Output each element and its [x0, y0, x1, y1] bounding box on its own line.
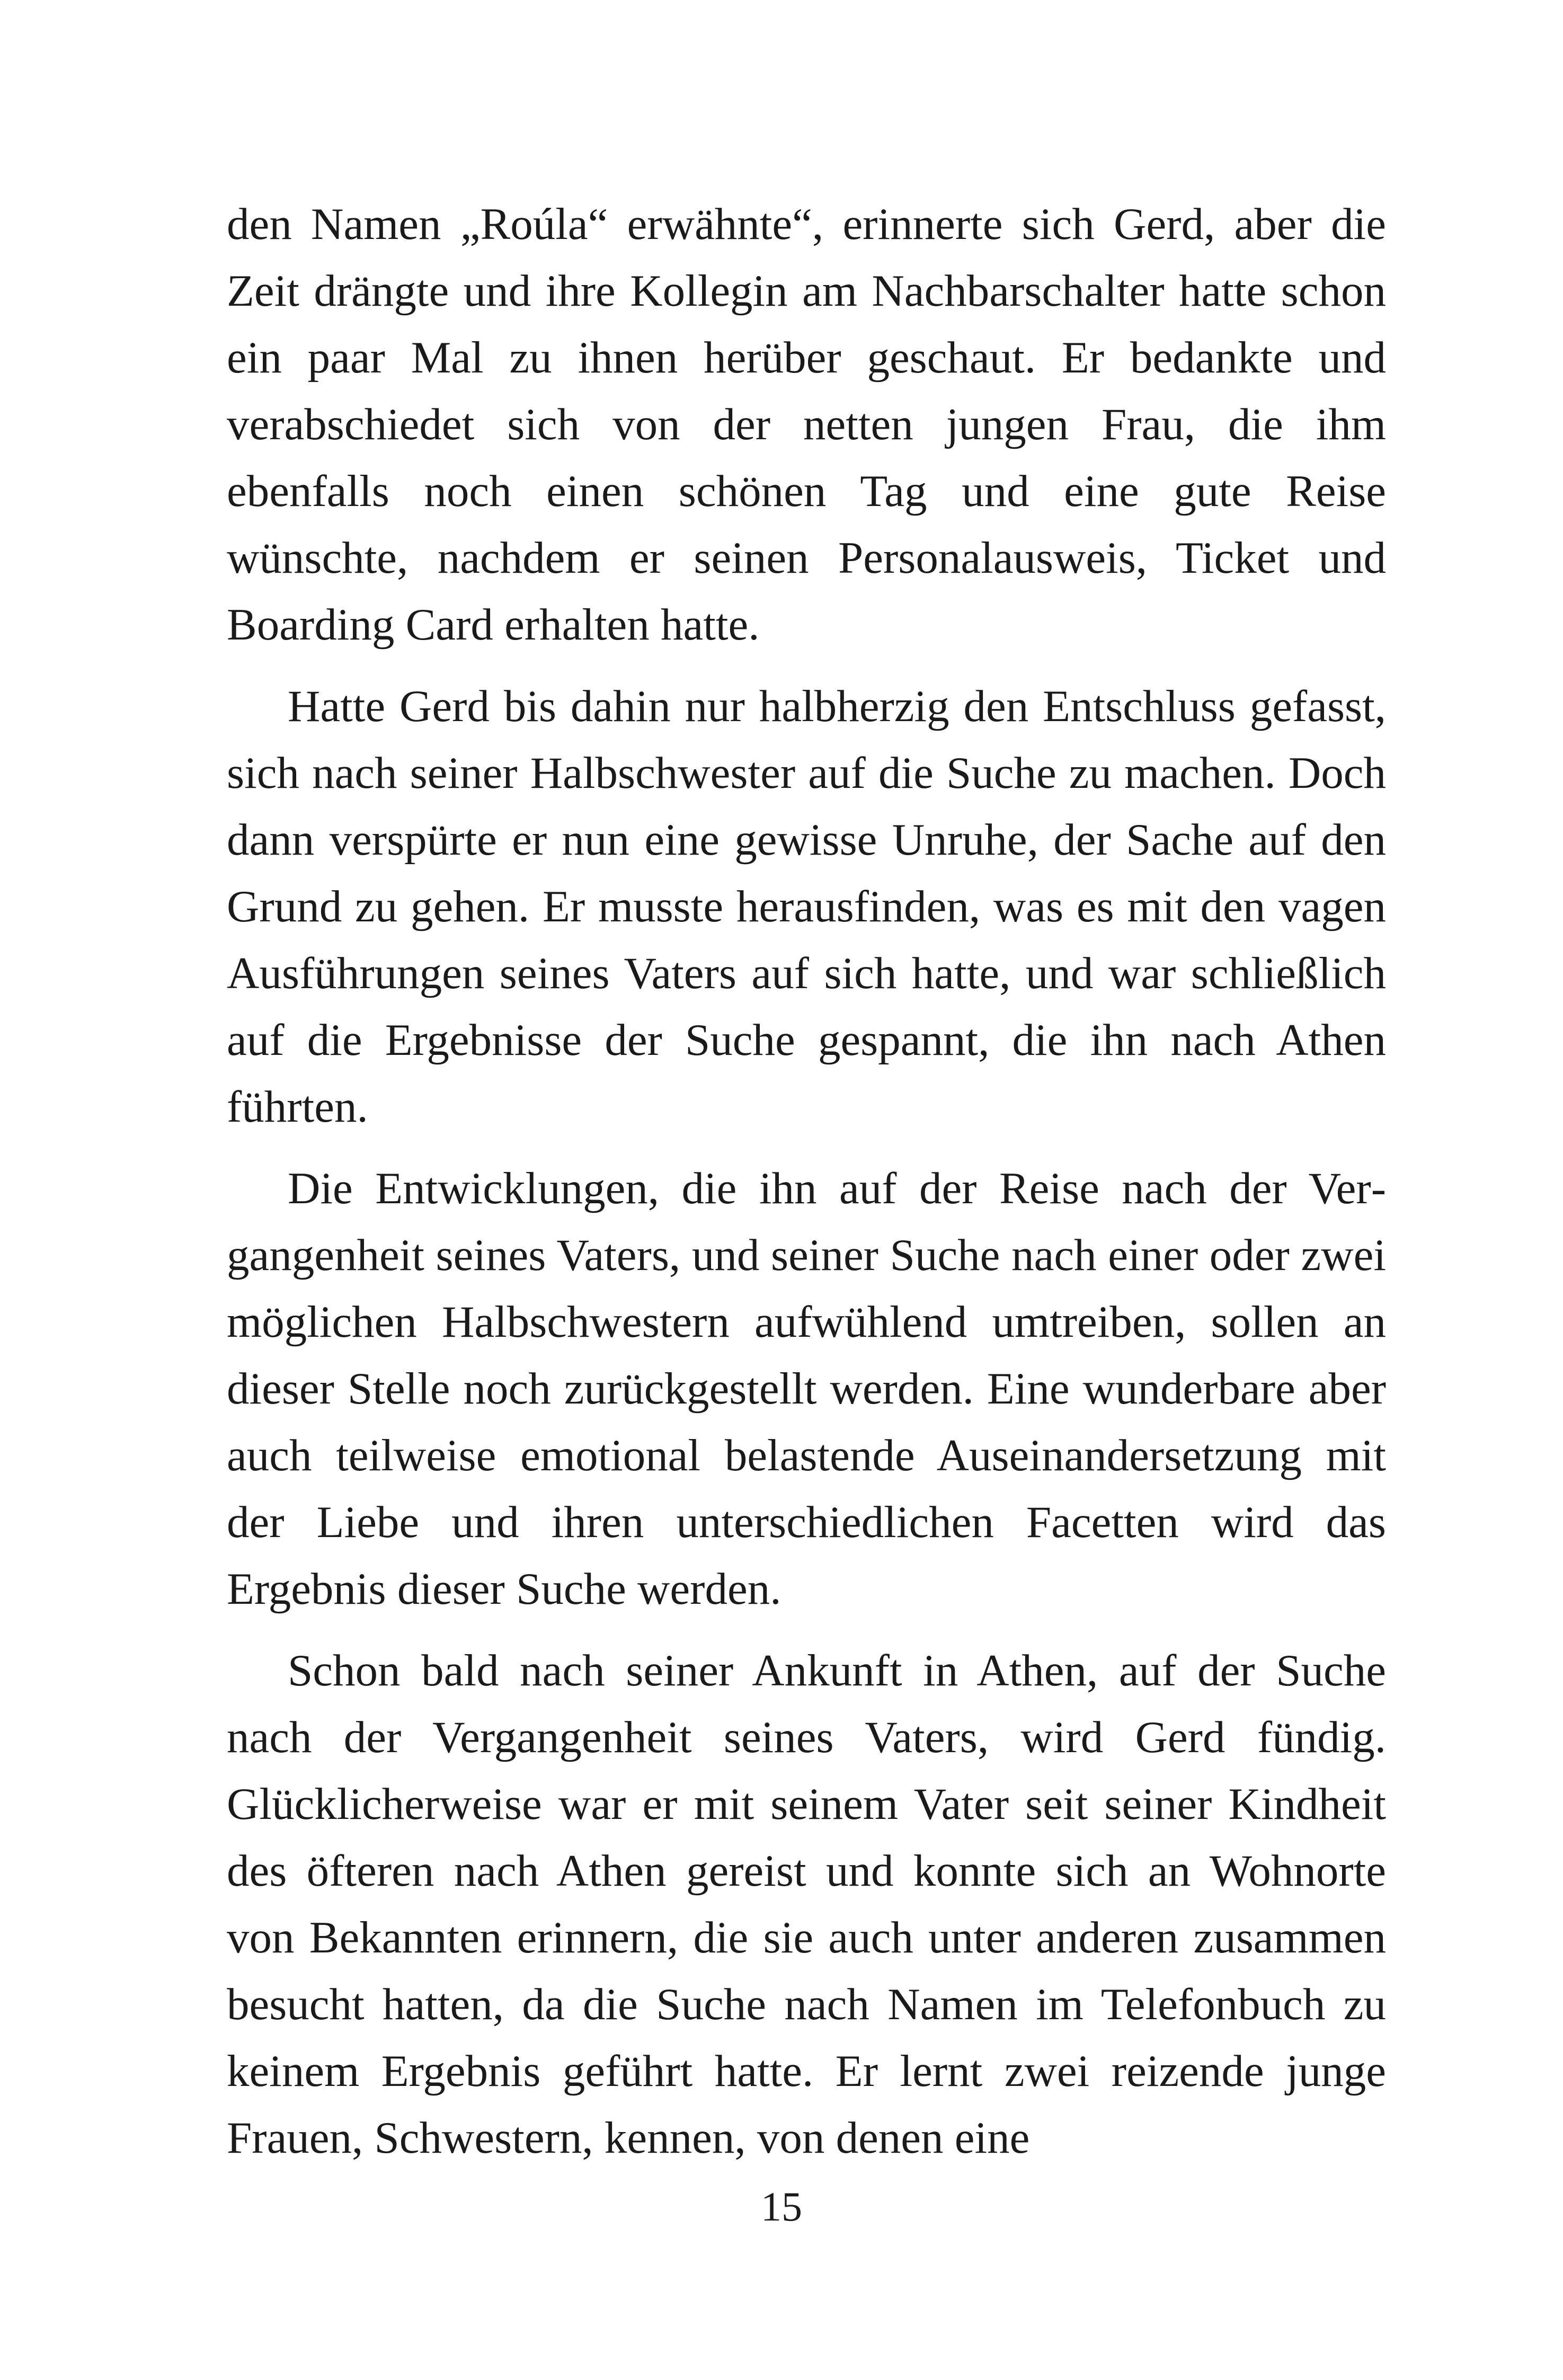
paragraph: Hatte Gerd bis dahin nur halbherzig den Entschluss gefasst, sich nach seiner Halbschwester auf die Suche zu machen. Doch dann verspürte er nun eine gewisse Unruhe, der Sache auf den Grund zu gehen. Er musste herausfinden, was es mit den vagen Ausführungen seines Vaters auf sich hatte, und war schließlich auf die Ergebnisse der Suche gespannt, die ihn nach Athen führten. [227, 681, 1386, 1132]
paragraph: Schon bald nach seiner Ankunft in Athen, auf der Suche nach der Vergangenheit seines Vaters, wird Gerd fündig. Glücklicherweise war er mit seinem Vater seit seiner Kindheit des öfteren nach Athen gereist und konnte sich an Wohnorte von Bekannten erinnern, die sie auch unter anderen zusammen besucht hatten, da die Suche nach Namen im Telefonbuch zu keinem Ergebnis geführt hatte. Er lernt zwei reizende junge Frauen, Schwestern, kennen, von denen eine [227, 1646, 1386, 2163]
paragraph-continued: den Namen „Roúla“ erwähnte“, erinnerte sich Gerd, aber die Zeit drängte und ihre Kollegin am Nachbarschalter hatte schon ein paar Mal zu ihnen herüber geschaut. Er bedankte und verabschiedet sich von der netten jungen Frau, die ihm ebenfalls noch einen schönen Tag und eine gute Reise wünschte, nachdem er seinen Personalausweis, Ticket und Boarding Card erhalten hatte. [227, 199, 1386, 650]
paragraph: Die Entwicklungen, die ihn auf der Reise nach der Vergangenheit seines Vaters, und seiner Suche nach einer oder zwei möglichen Halbschwestern aufwühlend umtreiben, sollen an dieser Stelle noch zurückgestellt werden. Eine wunderbare aber auch teilweise emotional belastende Auseinandersetzung mit der Liebe und ihren unterschiedlichen Facetten wird das Ergebnis dieser Suche werden. [227, 1164, 1386, 1614]
page-number: 15 [761, 2183, 802, 2230]
body-text [227, 191, 1386, 2186]
